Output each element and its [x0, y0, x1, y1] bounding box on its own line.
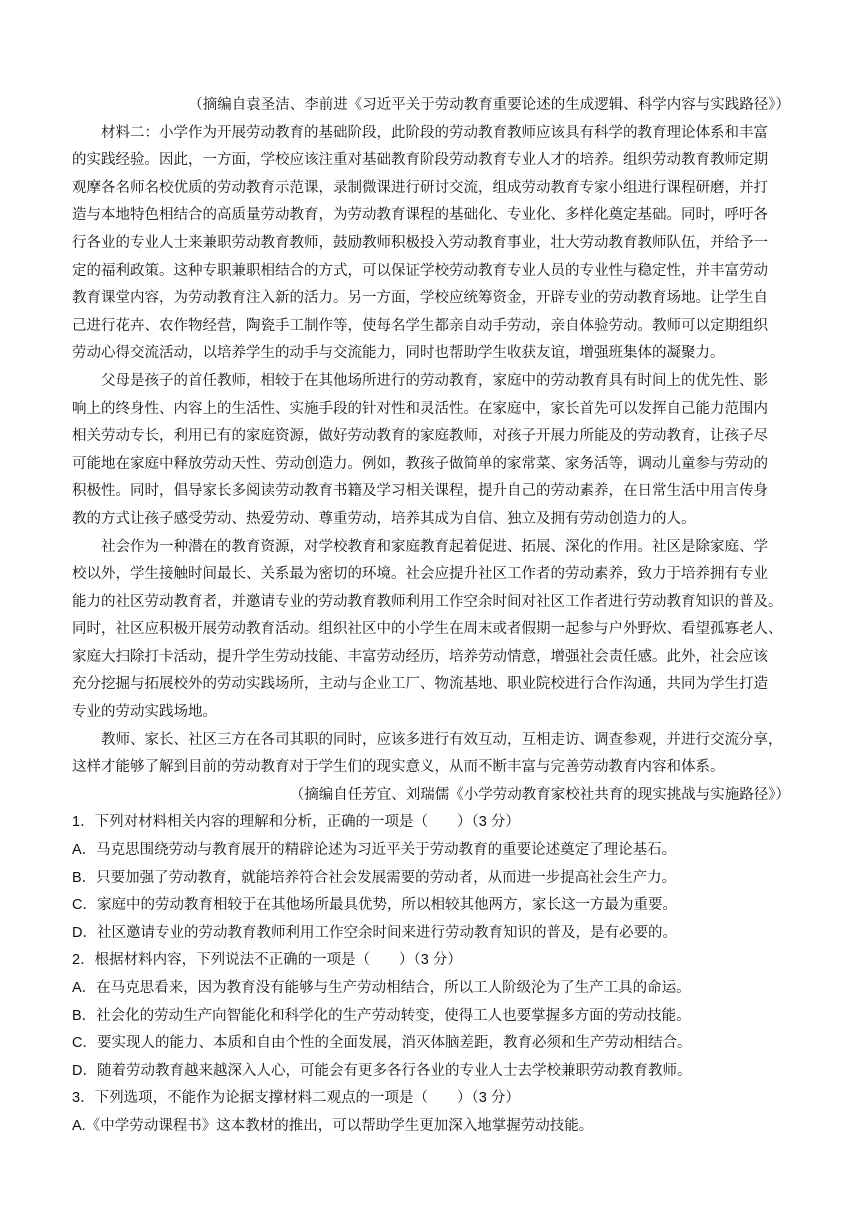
paragraph-2-line: 积极性。同时，倡导家长多阅读劳动教育书籍及学习相关课程，提升自己的劳动素养，在日常生活中用言传身 — [72, 483, 768, 500]
question-2-stem: 2．根据材料内容，下列说法不正确的一项是（ ）（3 分） — [72, 952, 462, 969]
question-1-option-a: A．马克思围绕劳动与教育展开的精辟论述为习近平关于劳动教育的重要论述奠定了理论基石。 — [72, 842, 677, 859]
paragraph-1-text: 小学作为开展劳动教育的基础阶段，此阶段的劳动教育教师应该具有科学的教育理论体系和丰富 — [159, 124, 768, 141]
paragraph-1-line: 的实践经验。因此，一方面，学校应该注重对基础教育阶段劳动教育专业人才的培养。组织劳动教育教师定期 — [72, 152, 768, 169]
paragraph-3-line: 能力的社区劳动教育者，并邀请专业的劳动教育教师利用工作空余时间对社区工作者进行劳动教育知识的普及。 — [72, 593, 783, 610]
question-1-option-b: B．只要加强了劳动教育，就能培养符合社会发展需要的劳动者，从而进一步提高社会生产力。 — [72, 869, 677, 886]
paragraph-2-line: 响上的终身性、内容上的生活性、实施手段的针对性和灵活性。在家庭中，家长首先可以发挥自己能力范围内 — [72, 400, 768, 417]
question-1-option-c: C．家庭中的劳动教育相较于在其他场所最具优势，所以相较其他两方，家长这一方最为重要。 — [72, 897, 677, 914]
question-2-option-d: D．随着劳动教育越来越深入人心，可能会有更多各行各业的专业人士去学校兼职劳动教育教师。 — [72, 1062, 692, 1079]
paragraph-1-line: 观摩各名师名校优质的劳动教育示范课，录制微课进行研讨交流，组成劳动教育专家小组进行课程研磨，并打 — [72, 179, 768, 196]
paragraph-3-line: 充分挖掘与拓展校外的劳动实践场所，主动与企业工厂、物流基地、职业院校进行合作沟通，共同为学生打造 — [72, 676, 768, 693]
paragraph-1-line — [72, 120, 790, 148]
paragraph-3-line: 家庭大扫除打卡活动，提升学生劳动技能、丰富劳动经历，培养劳动情意，增强社会责任感。此外，社会应该 — [72, 648, 768, 665]
question-2-option-b: B．社会化的劳动生产向智能化和科学化的生产劳动转变，使得工人也要掌握多方面的劳动技能。 — [72, 1007, 691, 1024]
paragraph-2-line: 教的方式让孩子感受劳动、热爱劳动、尊重劳动，培养其成为自信、独立及拥有劳动创造力的人。 — [72, 510, 696, 527]
question-3-stem: 3．下列选项，不能作为论据支撑材料二观点的一项是（ ）（3 分） — [72, 1090, 520, 1107]
paragraph-1-line: 定的福利政策。这种专职兼职相结合的方式，可以保证学校劳动教育专业人员的专业性与稳定性，并丰富劳动 — [72, 262, 768, 279]
paragraph-3-line: 社会作为一种潜在的教育资源，对学校教育和家庭教育起着促进、拓展、深化的作用。社区是除家庭、学 — [101, 538, 768, 555]
document-page — [72, 92, 790, 1141]
paragraph-3-line: 校以外，学生接触时间最长、关系最为密切的环境。社会应提升社区工作者的劳动素养，致力于培养拥有专业 — [72, 566, 768, 583]
paragraph-3-line: 同时，社区应积极开展劳动教育活动。组织社区中的小学生在周末或者假期一起参与户外野炊、看望孤寡老人、 — [72, 621, 783, 638]
paragraph-2-line: 父母是孩子的首任教师，相较于在其他场所进行的劳动教育，家庭中的劳动教育具有时间上的优先性、影 — [101, 372, 768, 389]
paragraph-4-line: 教师、家长、社区三方在各司其职的同时，应该多进行有效互动，互相走访、调查参观，并进行交流分享， — [101, 731, 783, 748]
source-citation-1: （摘编自袁圣洁、李前进《习近平关于劳动教育重要论述的生成逻辑、科学内容与实践路径》） — [188, 97, 790, 113]
paragraph-4-line: 这样才能够了解到目前的劳动教育对于学生们的现实意义，从而不断丰富与完善劳动教育内容和体系。 — [72, 759, 725, 776]
question-1-option-d: D．社区邀请专业的劳动教育教师利用工作空余时间来进行劳动教育知识的普及，是有必要的。 — [72, 924, 677, 941]
question-2-option-a: A．在马克思看来，因为教育没有能够与生产劳动相结合，所以工人阶级沦为了生产工具的命运。 — [72, 980, 691, 996]
paragraph-3-line: 专业的劳动实践场地。 — [72, 704, 217, 721]
paragraph-2-line: 相关劳动专长，利用已有的家庭资源，做好劳动教育的家庭教师，对孩子开展力所能及的劳动教育，让孩子尽 — [72, 428, 768, 445]
paragraph-1-line: 己进行花卉、农作物经营，陶瓷手工制作等，使每名学生都亲自动手劳动，亲自体验劳动。教师可以定期组织 — [72, 317, 768, 334]
paragraph-1-line: 劳动心得交流活动，以培养学生的动手与交流能力，同时也帮助学生收获友谊，增强班集体的凝聚力。 — [72, 345, 725, 362]
question-2-option-c: C．要实现人的能力、本质和自由个性的全面发展，消灭体脑差距，教育必须和生产劳动相结合。 — [72, 1035, 692, 1052]
material-2-label: 材料二： — [101, 124, 159, 141]
question-1-stem: 1．下列对材料相关内容的理解和分析，正确的一项是（ ）（3 分） — [72, 814, 520, 831]
paragraph-1-line: 造与本地特色相结合的高质量劳动教育，为劳动教育课程的基础化、专业化、多样化奠定基础。同时，呼吁各 — [72, 207, 768, 224]
paragraph-2-line: 可能地在家庭中释放劳动天性、劳动创造力。例如，教孩子做简单的家常菜、家务活等，调动儿童参与劳动的 — [72, 455, 768, 472]
paragraph-1-line: 行各业的专业人士来兼职劳动教育教师，鼓励教师积极投入劳动教育事业，壮大劳动教育教师队伍，并给予一 — [72, 234, 768, 251]
paragraph-1-line: 教育课堂内容，为劳动教育注入新的活力。另一方面，学校应统筹资金，开辟专业的劳动教育场地。让学生自 — [72, 290, 768, 307]
source-citation-2: （摘编自任芳宜、刘瑞儒《小学劳动教育家校社共育的现实挑战与实施路径》） — [289, 786, 790, 803]
question-3-option-a: A.《中学劳动课程书》这本教材的推出，可以帮助学生更加深入地掌握劳动技能。 — [72, 1117, 594, 1134]
